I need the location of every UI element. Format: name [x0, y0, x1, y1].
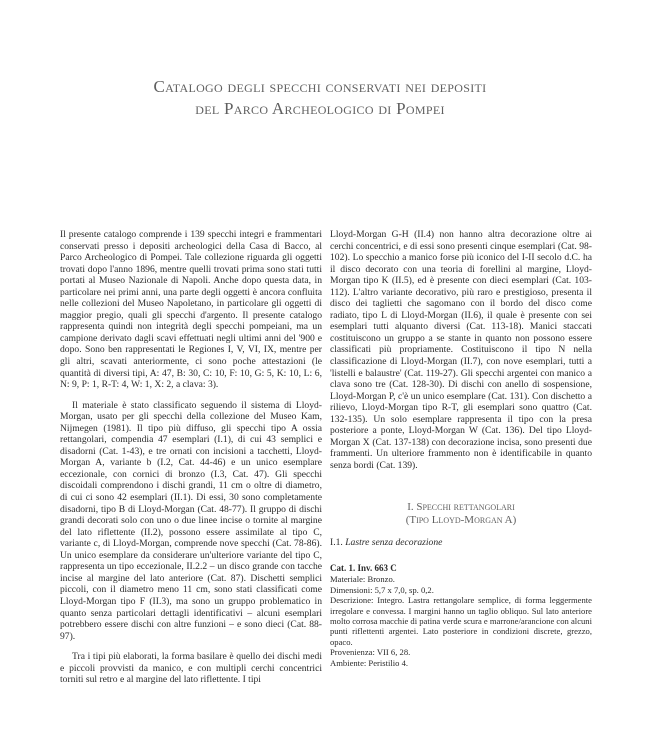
catalog-materiale: Materiale: Bronzo.: [330, 574, 395, 585]
paragraph-4: Lloyd-Morgan G-H (II.4) non hanno altra decorazione oltre ai cerchi concentrici, e di essi sono presenti cinque esemplari (Cat. 98-102). Lo specchio a manico forse più iconico del I-II secolo d.C. ha il disco decorato con una teoria di forellini al margine, Lloyd-Morgan tipo K (II.5), ed è presente con dieci esemplari (Cat. 103-112). L'altro variante decorativo, più raro e prestigioso, presenta il disco dei taglietti che sagomano con il bordo del disco come radiato, tipo L di Lloyd-Morgan (II.6), il quale è presente con sei esemplari tutti alquanto diversi (Cat. 113-18). Manici staccati costituiscono un gruppo a se stante in quanto non possono essere classificati più propriamente. Costituiscono il tipo N nella classificazione di Lloyd-Morgan (II.7), con nove esemplari, tutti a 'listelli e balaustre' (Cat. 119-27). Gli specchi argentei con manico a clava sono tre (Cat. 128-30). Di dischi con anello di sospensione, Lloyd-Morgan P, c'è un unico esemplare (Cat. 131). Con dischetto a rilievo, Lloyd-Morgan tipo R-T, gli esemplari sono quattro (Cat. 132-135). Un solo esemplare rappresenta il tipo con la presa posteriore a ponte, Lloyd-Morgan W (Cat. 136). Del tipo Lloyd-Morgan X (Cat. 137-138) con decorazione incisa, sono presenti due frammenti. Un ulteriore frammento non è identificabile in quanto senza bordi (Cat. 139).: [330, 229, 592, 471]
catalog-entry-heading: Cat. 1. Inv. 663 C: [330, 563, 397, 574]
catalog-entry: [330, 563, 592, 668]
title-line-1: Catalogo degli specchi conservati nei depositi: [153, 77, 487, 96]
section-heading-line-1: I. Specchi rettangolari: [407, 501, 515, 514]
paragraph-2: Il materiale è stato classificato seguendo il sistema di Lloyd-Morgan, usato per gli specchi della collezione del Museo Kam, Nijmegen (1981). Il tipo più diffuso, gli specchi tipo A ossia rettangolari, compendia 47 esemplari (I.1), di cui 43 semplici e disadorni (Cat. 1-43), e tre ornati con incisioni a tacchetti, Lloyd-Morgan A, variante b (I.2, Cat. 44-46) e un unico esemplare eccezionale, con cornici di bronzo (I.3, Cat. 47). Gli specchi discoidali comprendono i dischi grandi, 11 cm o oltre di diametro, di cui ci sono 42 esemplari (II.1). Di essi, 30 sono completamente disadorni, tipo B di Lloyd-Morgan (Cat. 48-77). Il gruppo di dischi grandi decorati solo con uno o due linee incise o tornite al margine del lato riflettente (II.2), possono essere assimilate al tipo C, variante c, di Lloyd-Morgan, comprende nove specchi (Cat. 78-86). Un unico esemplare da considerare un'ulteriore variante del tipo C, rappresenta un tipo eccezionale, II.2.2 – un disco grande con tacche incise al margine del lato anteriore (Cat. 87). Dischetti semplici piccoli, con il diametro meno 11 cm, sono stati classificati come Lloyd-Morgan tipo F (II.3), ma sono un gruppo problematico in quanto senza particolari dettagli identificativi – alcuni esemplari potrebbero essere dischi con altre funzioni – e sono dieci (Cat. 88-97).: [60, 399, 322, 642]
catalog-descrizione: Descrizione: Integro. Lastra rettangolare semplice, di forma leggermente irregolare e convessa. I margini hanno un taglio obliquo. Sul lato anteriore molto corrosa macchie di patina verde scura e marrone/arancione con alcuni punti riflettenti argentei. Lato posteriore in condizioni discrete, grezzo, opaco.: [330, 595, 592, 647]
catalog-dimensioni: Dimensioni: 5,7 x 7,0, sp. 0,2.: [330, 584, 434, 595]
right-column: [330, 229, 592, 668]
paragraph-1: Il presente catalogo comprende i 139 specchi integri e frammentari conservati presso i depositi archeologici della Casa di Bacco, al Parco Archeologico di Pompei. Tale collezione riguarda gli oggetti trovati dopo l'anno 1896, mentre quelli trovati prima sono stati tutti portati al Museo Nazionale di Napoli. Anche dopo questa data, in particolare nei primi anni, una parte degli oggetti è ancora confluita nelle collezioni del Museo Napoletano, in particolare gli oggetti di maggior pregio, quali gli specchi d'argento. Il presente catalogo rappresenta quindi non integrità degli specchi pompeiani, ma un campione derivato dagli scavi effettuati negli ultimi anni del '900 e dopo. Sono ben rappresentati le Regiones I, V, VI, IX, mentre per gli altri, scavati anteriormente, ci sono poche attestazioni (le quantità di diversi tipi, A: 47, B: 30, C: 10, F: 10, G: 5, K: 10, L: 6, N: 9, P: 1, R-T: 4, W: 1, X: 2, a clava: 3).: [60, 229, 322, 391]
subsection-number: I.1.: [330, 537, 343, 549]
subsection-heading: [330, 537, 592, 549]
left-column: [60, 229, 322, 686]
subsection-title: Lastre senza decorazione: [345, 537, 443, 549]
title-line-2: del Parco Archeologico di Pompei: [195, 99, 445, 118]
page-title: [60, 76, 580, 120]
paragraph-3: Tra i tipi più elaborati, la forma basilare è quello dei dischi medi e piccoli provvisti da manico, e con multipli cerchi concentrici torniti sul retro e al margine del lato riflettente. I tipi: [60, 651, 322, 686]
section-heading: [330, 501, 592, 527]
catalog-ambiente: Ambiente: Peristilio 4.: [330, 657, 409, 668]
section-heading-line-2: (Tipo Lloyd-Morgan A): [405, 514, 517, 527]
catalog-provenienza: Provenienza: VII 6, 28.: [330, 647, 411, 658]
